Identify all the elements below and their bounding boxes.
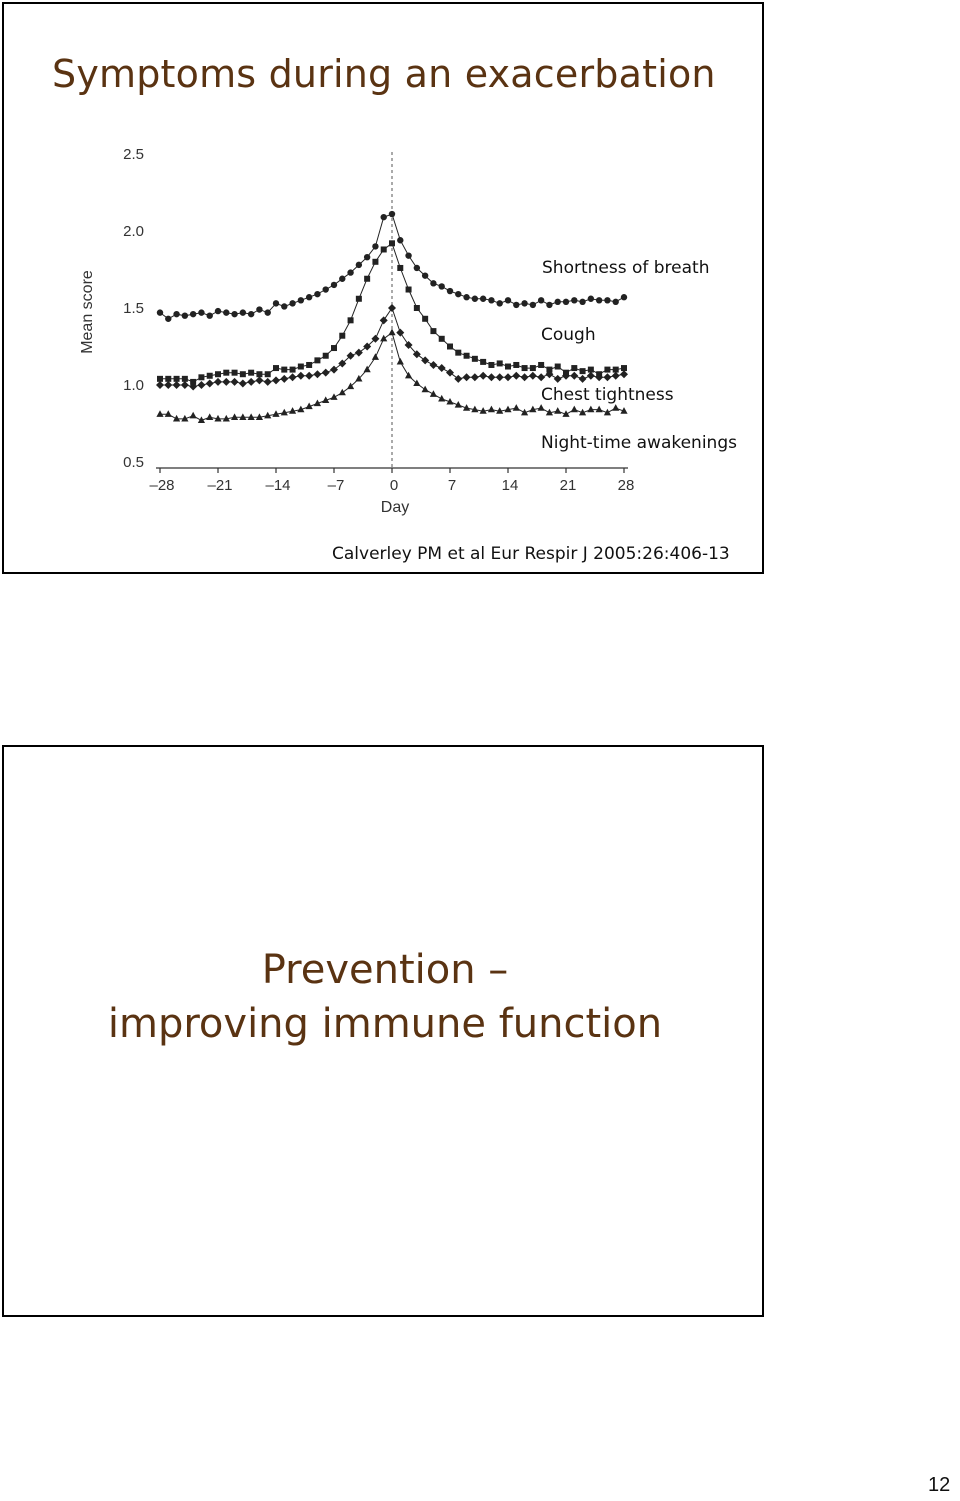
data-point-shortness-of-breath bbox=[281, 303, 287, 309]
data-point-shortness-of-breath bbox=[604, 297, 610, 303]
data-point-shortness-of-breath bbox=[563, 299, 569, 305]
data-point-night-time-awakenings bbox=[513, 404, 520, 411]
data-point-chest-tightness bbox=[512, 372, 520, 380]
data-point-night-time-awakenings bbox=[206, 413, 213, 420]
data-point-chest-tightness bbox=[280, 375, 288, 383]
page-number: 12 bbox=[928, 1474, 951, 1496]
data-point-chest-tightness bbox=[537, 373, 545, 381]
data-point-shortness-of-breath bbox=[463, 294, 469, 300]
data-point-chest-tightness bbox=[272, 376, 280, 384]
data-point-shortness-of-breath bbox=[538, 297, 544, 303]
data-point-shortness-of-breath bbox=[546, 302, 552, 308]
data-point-cough bbox=[290, 367, 296, 373]
data-point-chest-tightness bbox=[206, 379, 214, 387]
y-axis-title: Mean score bbox=[79, 270, 96, 354]
data-point-chest-tightness bbox=[429, 361, 437, 369]
slide-title: Symptoms during an exacerbation bbox=[52, 52, 716, 96]
data-point-night-time-awakenings bbox=[397, 358, 404, 365]
data-point-shortness-of-breath bbox=[497, 300, 503, 306]
data-point-night-time-awakenings bbox=[339, 389, 346, 396]
data-point-chest-tightness bbox=[330, 366, 338, 374]
data-point-cough bbox=[505, 364, 511, 370]
data-point-night-time-awakenings bbox=[438, 395, 445, 402]
data-point-shortness-of-breath bbox=[422, 272, 428, 278]
data-point-cough bbox=[604, 367, 610, 373]
data-point-chest-tightness bbox=[487, 373, 495, 381]
data-point-cough bbox=[430, 328, 436, 334]
data-point-cough bbox=[356, 296, 362, 302]
data-point-chest-tightness bbox=[322, 369, 330, 377]
y-tick-label: 1.0 bbox=[123, 377, 144, 394]
data-point-shortness-of-breath bbox=[513, 302, 519, 308]
data-point-night-time-awakenings bbox=[248, 413, 255, 420]
x-tick-label: 14 bbox=[501, 477, 519, 494]
data-point-shortness-of-breath bbox=[240, 309, 246, 315]
data-point-chest-tightness bbox=[197, 381, 205, 389]
data-point-cough bbox=[530, 365, 536, 371]
data-point-cough bbox=[439, 336, 445, 342]
data-point-shortness-of-breath bbox=[455, 291, 461, 297]
data-point-shortness-of-breath bbox=[530, 302, 536, 308]
data-point-chest-tightness bbox=[355, 349, 363, 357]
data-point-cough bbox=[488, 362, 494, 368]
data-point-cough bbox=[331, 345, 337, 351]
data-point-cough bbox=[455, 350, 461, 356]
data-point-chest-tightness bbox=[438, 364, 446, 372]
data-point-cough bbox=[497, 360, 503, 366]
x-tick-label: –21 bbox=[207, 477, 233, 494]
data-point-cough bbox=[265, 371, 271, 377]
data-point-shortness-of-breath bbox=[521, 300, 527, 306]
data-point-shortness-of-breath bbox=[555, 299, 561, 305]
data-point-shortness-of-breath bbox=[430, 280, 436, 286]
data-point-cough bbox=[381, 246, 387, 252]
data-point-chest-tightness bbox=[496, 373, 504, 381]
data-point-night-time-awakenings bbox=[330, 393, 337, 400]
data-point-chest-tightness bbox=[214, 378, 222, 386]
data-point-shortness-of-breath bbox=[231, 311, 237, 317]
data-point-shortness-of-breath bbox=[331, 282, 337, 288]
data-point-chest-tightness bbox=[446, 369, 454, 377]
data-point-cough bbox=[447, 344, 453, 350]
y-tick-label: 2.5 bbox=[123, 146, 144, 163]
data-point-cough bbox=[182, 376, 188, 382]
data-point-cough bbox=[621, 365, 627, 371]
data-point-cough bbox=[580, 368, 586, 374]
data-point-shortness-of-breath bbox=[588, 296, 594, 302]
data-point-chest-tightness bbox=[471, 373, 479, 381]
data-point-shortness-of-breath bbox=[173, 311, 179, 317]
y-tick-label: 2.0 bbox=[123, 223, 144, 240]
data-point-cough bbox=[613, 367, 619, 373]
data-point-chest-tightness bbox=[231, 378, 239, 386]
data-point-cough bbox=[397, 265, 403, 271]
data-point-night-time-awakenings bbox=[239, 413, 246, 420]
data-point-night-time-awakenings bbox=[422, 386, 429, 393]
data-point-chest-tightness bbox=[164, 381, 172, 389]
data-point-night-time-awakenings bbox=[612, 404, 619, 411]
data-point-chest-tightness bbox=[388, 304, 396, 312]
data-point-cough bbox=[273, 365, 279, 371]
data-point-chest-tightness bbox=[587, 372, 595, 380]
data-point-cough bbox=[165, 376, 171, 382]
data-point-shortness-of-breath bbox=[571, 297, 577, 303]
data-point-cough bbox=[281, 367, 287, 373]
data-point-shortness-of-breath bbox=[182, 313, 188, 319]
x-tick-label: 21 bbox=[559, 477, 577, 494]
data-point-shortness-of-breath bbox=[248, 311, 254, 317]
data-point-chest-tightness bbox=[305, 372, 313, 380]
data-point-cough bbox=[248, 370, 254, 376]
data-point-night-time-awakenings bbox=[165, 410, 172, 417]
x-tick-label: –14 bbox=[265, 477, 291, 494]
data-point-cough bbox=[372, 259, 378, 265]
data-point-night-time-awakenings bbox=[156, 410, 163, 417]
data-point-cough bbox=[588, 367, 594, 373]
data-point-cough bbox=[480, 359, 486, 365]
data-point-cough bbox=[464, 353, 470, 359]
data-point-night-time-awakenings bbox=[587, 406, 594, 413]
data-point-cough bbox=[389, 240, 395, 246]
data-point-shortness-of-breath bbox=[265, 309, 271, 315]
data-point-chest-tightness bbox=[380, 316, 388, 324]
data-point-chest-tightness bbox=[156, 381, 164, 389]
data-point-shortness-of-breath bbox=[389, 211, 395, 217]
data-point-night-time-awakenings bbox=[430, 390, 437, 397]
data-point-chest-tightness bbox=[264, 378, 272, 386]
data-point-night-time-awakenings bbox=[571, 406, 578, 413]
series-label-night-time-awakenings: Night-time awakenings bbox=[541, 433, 737, 453]
data-point-chest-tightness bbox=[579, 375, 587, 383]
data-point-shortness-of-breath bbox=[256, 306, 262, 312]
data-point-chest-tightness bbox=[222, 378, 230, 386]
data-point-cough bbox=[414, 305, 420, 311]
x-tick-label: –28 bbox=[149, 477, 175, 494]
data-point-night-time-awakenings bbox=[190, 412, 197, 419]
data-point-chest-tightness bbox=[454, 375, 462, 383]
slide-title-line-2: improving immune function bbox=[107, 1001, 663, 1047]
data-point-shortness-of-breath bbox=[364, 254, 370, 260]
data-point-cough bbox=[157, 376, 163, 382]
x-axis-title: Day bbox=[380, 499, 410, 516]
data-point-night-time-awakenings bbox=[372, 353, 379, 360]
data-point-shortness-of-breath bbox=[356, 262, 362, 268]
data-point-chest-tightness bbox=[396, 329, 404, 337]
data-point-cough bbox=[348, 317, 354, 323]
data-point-night-time-awakenings bbox=[554, 407, 561, 414]
data-point-cough bbox=[323, 353, 329, 359]
data-point-cough bbox=[422, 316, 428, 322]
data-point-cough bbox=[215, 371, 221, 377]
data-point-shortness-of-breath bbox=[613, 299, 619, 305]
data-point-shortness-of-breath bbox=[472, 296, 478, 302]
data-point-chest-tightness bbox=[504, 373, 512, 381]
data-point-night-time-awakenings bbox=[596, 406, 603, 413]
data-point-shortness-of-breath bbox=[298, 297, 304, 303]
data-point-cough bbox=[555, 364, 561, 370]
data-point-chest-tightness bbox=[255, 376, 263, 384]
data-point-chest-tightness bbox=[612, 372, 620, 380]
data-point-night-time-awakenings bbox=[173, 415, 180, 422]
x-tick-label: 28 bbox=[617, 477, 635, 494]
data-point-shortness-of-breath bbox=[414, 265, 420, 271]
data-point-chest-tightness bbox=[421, 356, 429, 364]
x-tick-label: 7 bbox=[447, 477, 457, 494]
data-point-cough bbox=[198, 374, 204, 380]
y-tick-label: 1.5 bbox=[123, 300, 144, 317]
data-point-night-time-awakenings bbox=[388, 329, 395, 336]
data-point-shortness-of-breath bbox=[223, 309, 229, 315]
data-point-cough bbox=[522, 365, 528, 371]
data-point-night-time-awakenings bbox=[380, 335, 387, 342]
data-point-shortness-of-breath bbox=[381, 214, 387, 220]
data-point-cough bbox=[223, 370, 229, 376]
data-point-shortness-of-breath bbox=[397, 237, 403, 243]
data-point-shortness-of-breath bbox=[207, 313, 213, 319]
data-point-night-time-awakenings bbox=[231, 413, 238, 420]
data-point-cough bbox=[232, 370, 238, 376]
data-point-cough bbox=[306, 362, 312, 368]
data-point-chest-tightness bbox=[297, 372, 305, 380]
data-point-chest-tightness bbox=[521, 373, 529, 381]
data-point-shortness-of-breath bbox=[579, 299, 585, 305]
data-point-cough bbox=[256, 371, 262, 377]
data-point-shortness-of-breath bbox=[165, 316, 171, 322]
data-point-shortness-of-breath bbox=[439, 283, 445, 289]
data-point-shortness-of-breath bbox=[306, 294, 312, 300]
data-point-shortness-of-breath bbox=[480, 296, 486, 302]
data-point-chest-tightness bbox=[479, 372, 487, 380]
data-point-cough bbox=[538, 362, 544, 368]
data-point-cough bbox=[240, 371, 246, 377]
series-label-cough: Cough bbox=[541, 325, 596, 345]
data-point-chest-tightness bbox=[570, 372, 578, 380]
data-point-night-time-awakenings bbox=[538, 404, 545, 411]
data-point-chest-tightness bbox=[289, 373, 297, 381]
slide-title bbox=[4, 943, 766, 1051]
data-point-shortness-of-breath bbox=[488, 297, 494, 303]
data-point-shortness-of-breath bbox=[289, 300, 295, 306]
data-point-shortness-of-breath bbox=[621, 294, 627, 300]
data-point-chest-tightness bbox=[620, 370, 628, 378]
data-point-shortness-of-breath bbox=[505, 297, 511, 303]
data-point-cough bbox=[513, 362, 519, 368]
data-point-chest-tightness bbox=[173, 381, 181, 389]
data-point-shortness-of-breath bbox=[273, 300, 279, 306]
data-point-cough bbox=[406, 287, 412, 293]
data-point-night-time-awakenings bbox=[405, 372, 412, 379]
data-point-shortness-of-breath bbox=[215, 308, 221, 314]
data-point-chest-tightness bbox=[529, 372, 537, 380]
data-point-chest-tightness bbox=[554, 375, 562, 383]
data-point-shortness-of-breath bbox=[190, 311, 196, 317]
data-point-chest-tightness bbox=[603, 373, 611, 381]
slide-1 bbox=[2, 2, 764, 574]
citation: Calverley PM et al Eur Respir J 2005:26:406-13 bbox=[332, 544, 730, 564]
data-point-cough bbox=[174, 376, 180, 382]
data-point-cough bbox=[314, 357, 320, 363]
data-point-shortness-of-breath bbox=[323, 286, 329, 292]
data-point-cough bbox=[339, 333, 345, 339]
x-tick-label: –7 bbox=[327, 477, 345, 494]
data-point-shortness-of-breath bbox=[596, 297, 602, 303]
slide-2 bbox=[2, 745, 764, 1317]
data-point-cough bbox=[472, 356, 478, 362]
x-tick-label: 0 bbox=[389, 477, 399, 494]
data-point-shortness-of-breath bbox=[405, 252, 411, 258]
data-point-chest-tightness bbox=[247, 378, 255, 386]
data-point-cough bbox=[207, 373, 213, 379]
slide-title-line-1: Prevention – bbox=[261, 947, 509, 993]
data-point-chest-tightness bbox=[181, 381, 189, 389]
data-point-chest-tightness bbox=[239, 379, 247, 387]
data-point-cough bbox=[364, 276, 370, 282]
data-point-chest-tightness bbox=[313, 370, 321, 378]
data-point-cough bbox=[571, 365, 577, 371]
data-point-shortness-of-breath bbox=[157, 309, 163, 315]
data-point-shortness-of-breath bbox=[372, 243, 378, 249]
data-point-cough bbox=[298, 364, 304, 370]
data-point-shortness-of-breath bbox=[447, 288, 453, 294]
data-point-shortness-of-breath bbox=[339, 276, 345, 282]
data-point-shortness-of-breath bbox=[347, 269, 353, 275]
series-label-shortness-of-breath: Shortness of breath bbox=[542, 258, 710, 278]
data-point-night-time-awakenings bbox=[488, 406, 495, 413]
data-point-shortness-of-breath bbox=[198, 309, 204, 315]
symptom-line-chart bbox=[4, 4, 766, 576]
data-point-shortness-of-breath bbox=[314, 291, 320, 297]
data-point-chest-tightness bbox=[463, 373, 471, 381]
y-tick-label: 0.5 bbox=[123, 454, 144, 471]
series-label-chest-tightness: Chest tightness bbox=[541, 385, 674, 405]
